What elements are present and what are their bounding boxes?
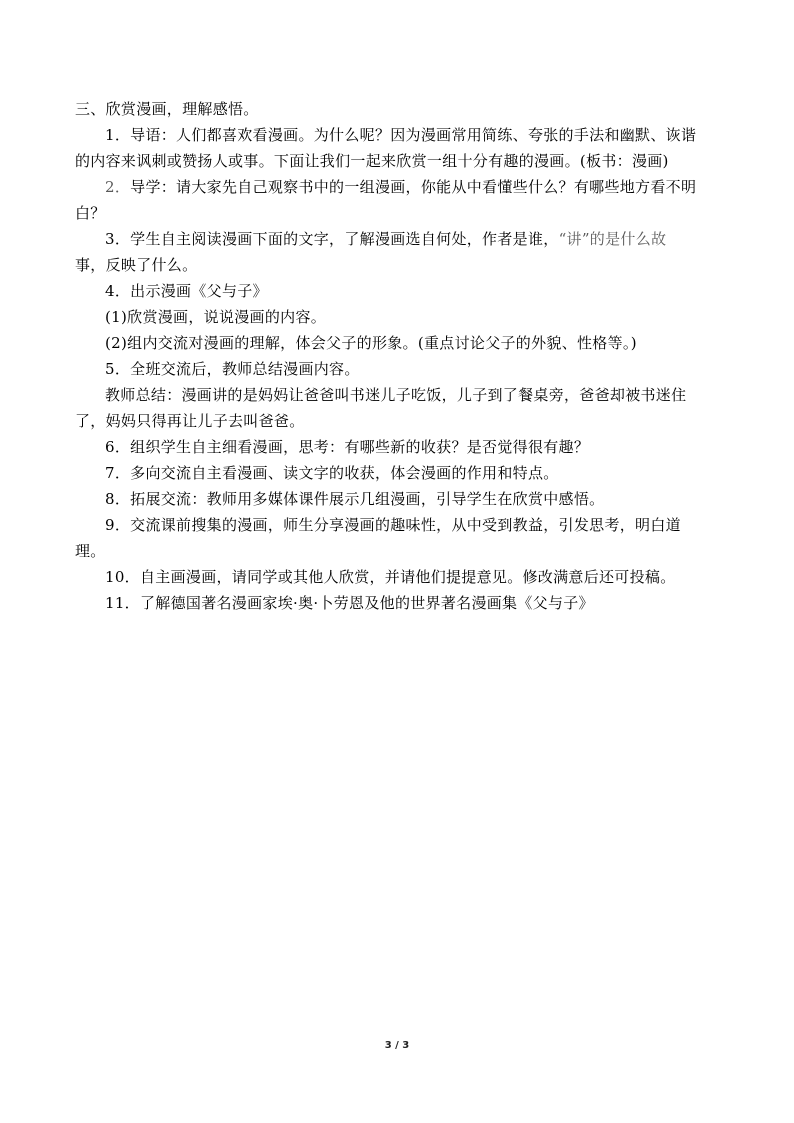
item-text: 导学：请大家先自己观察书中的一组漫画，你能从中看懂些什么？有哪些地方看不明 [130,178,697,196]
item-number: 1． [105,126,131,144]
item-number: 3． [105,230,131,248]
item-text: 交流课前搜集的漫画，师生分享漫画的趣味性，从中受到教益，引发思考，明白道 [130,516,681,534]
item-number: 5． [105,360,131,378]
item-number: 2． [105,178,131,196]
item-number: 4． [105,282,131,300]
item-number: 7． [105,464,131,482]
sub-item-text: 欣赏漫画，说说漫画的内容。 [127,308,327,326]
item-text: 全班交流后，教师总结漫画内容。 [130,360,360,378]
list-item-1-continuation: 的内容来讽刺或赞扬人或事。下面让我们一起来欣赏一组十分有趣的漫画。(板书：漫画) [75,152,669,170]
list-item-2 [75,174,723,200]
sub-item-2 [75,330,723,356]
item-number: 10． [105,568,140,586]
item-number: 9． [105,516,131,534]
item-number: 8． [105,490,131,508]
item-number: 11． [105,594,140,612]
teacher-summary-continuation: 了，妈妈只得再让儿子去叫爸爸。 [75,412,305,430]
item-text: 导语：人们都喜欢看漫画。为什么呢？因为漫画常用简练、夸张的手法和幽默、诙谐 [130,126,697,144]
sub-item-text: 组内交流对漫画的理解，体会父子的形象。(重点讨论父子的外貌、性格等。) [127,334,637,352]
document-body [75,96,723,616]
list-item-8 [75,486,723,512]
teacher-summary: 教师总结：漫画讲的是妈妈让爸爸叫书迷儿子吃饭，儿子到了餐桌旁，爸爸却被书迷住 [105,386,687,404]
item-text: 出示漫画《父与子》 [130,282,268,300]
sub-item-number: (1) [105,308,128,326]
sub-item-1 [75,304,723,330]
item-number: 6． [105,438,131,456]
list-item-11 [75,590,723,616]
item-text: 了解德国著名漫画家埃·奥·卜劳恩及他的世界著名漫画集《父与子》 [140,594,594,612]
item-text: 拓展交流：教师用多媒体课件展示几组漫画，引导学生在欣赏中感悟。 [130,490,605,508]
item-text: 自主画漫画，请同学或其他人欣赏，并请他们提提意见。修改满意后还可投稿。 [140,568,676,586]
list-item-3 [75,226,723,252]
list-item-9 [75,512,723,538]
list-item-9-continuation: 理。 [75,542,106,560]
section-title: 三、欣赏漫画，理解感悟。 [75,100,259,118]
list-item-6 [75,434,723,460]
list-item-3-continuation: 事，反映了什么。 [75,256,198,274]
page-number: 3 / 3 [384,1040,410,1051]
list-item-10 [75,564,723,590]
item-text-quote: “讲”的是什么故 [558,230,667,248]
list-item-1 [75,122,723,148]
list-item-4 [75,278,723,304]
sub-item-number: (2) [105,334,128,352]
item-text: 组织学生自主细看漫画，思考：有哪些新的收获？是否觉得很有趣？ [130,438,590,456]
list-item-2-continuation: 白？ [75,204,106,222]
item-text: 多向交流自主看漫画、读文字的收获，体会漫画的作用和特点。 [130,464,559,482]
list-item-5 [75,356,723,382]
list-item-7 [75,460,723,486]
item-text: 学生自主阅读漫画下面的文字，了解漫画选自何处，作者是谁， [130,230,559,248]
